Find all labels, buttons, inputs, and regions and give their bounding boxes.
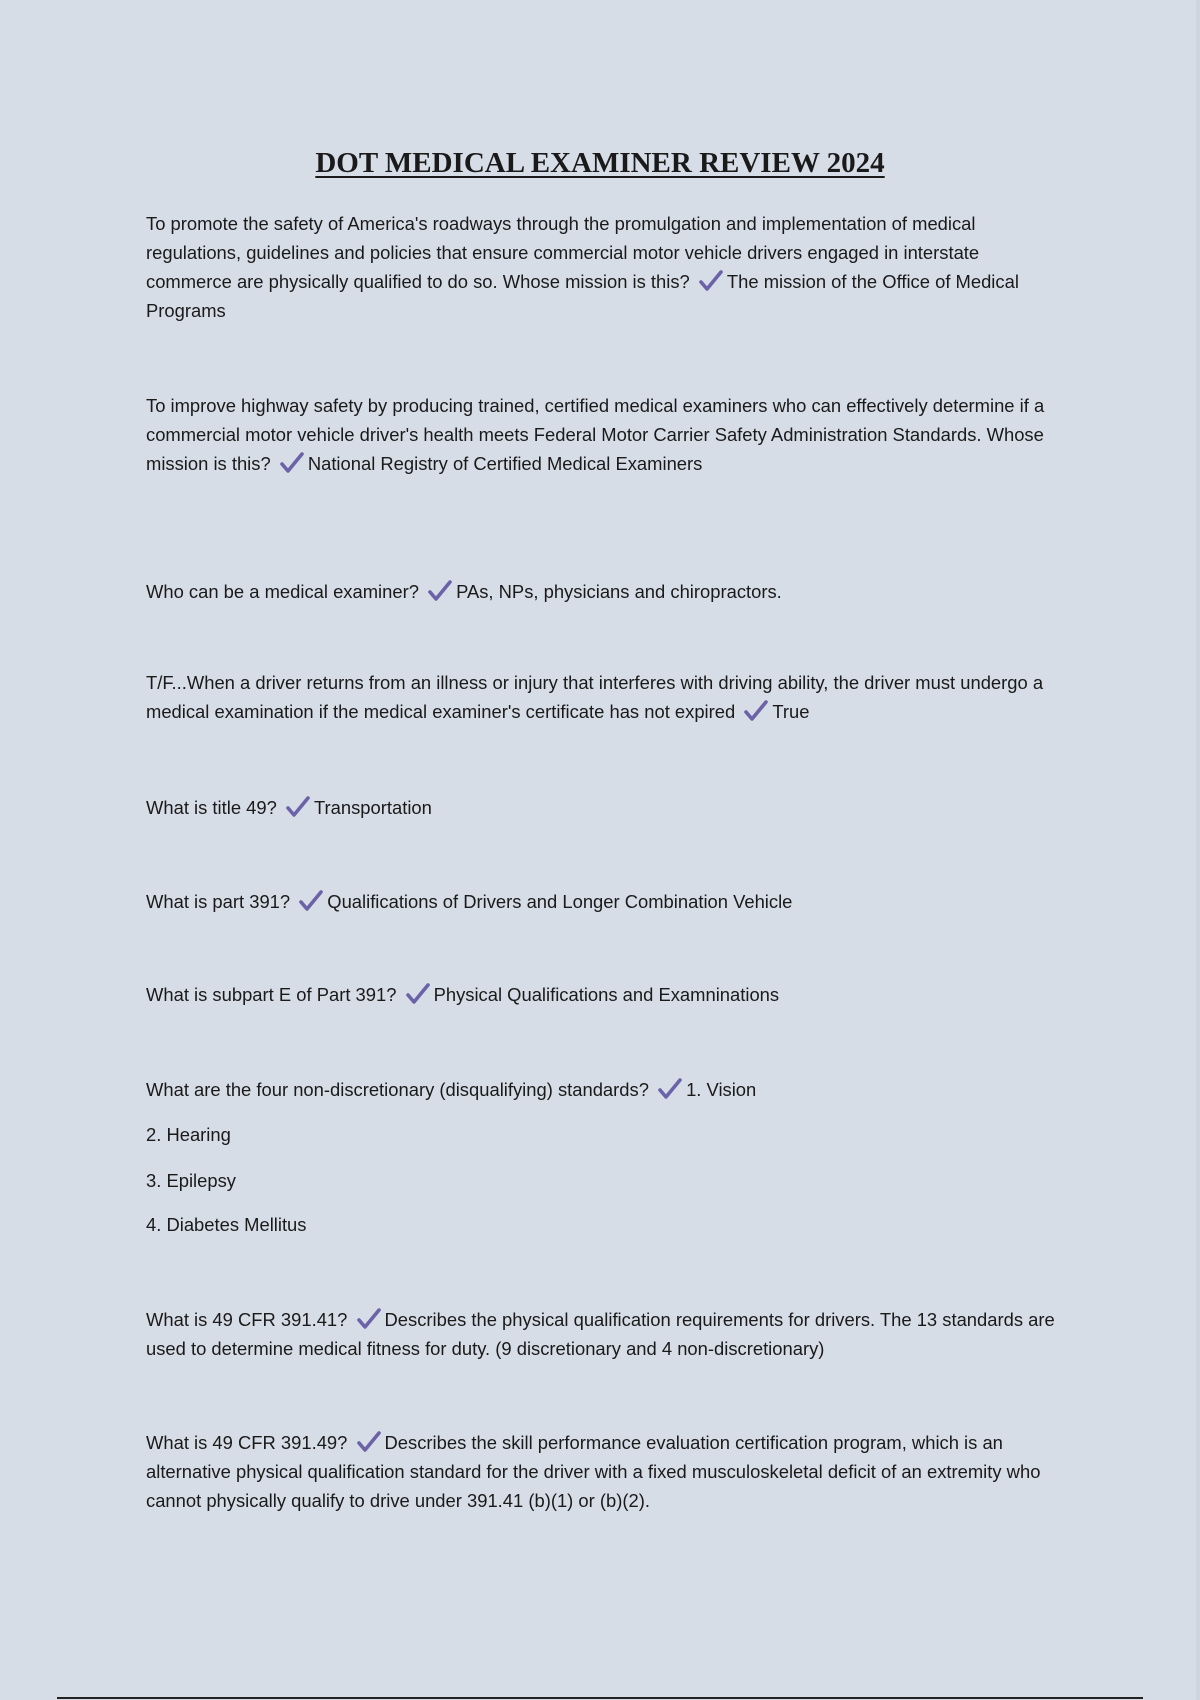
page-edge xyxy=(1196,0,1200,1700)
answer-text: Transportation xyxy=(313,797,432,818)
checkmark-icon xyxy=(699,270,723,292)
question-text: What is title 49? xyxy=(146,797,277,818)
answer-text: The mission of the Office of Medical Programs xyxy=(146,271,1019,321)
question-text: What is 49 CFR 391.49? xyxy=(146,1432,348,1453)
question-text: What is subpart E of Part 391? xyxy=(146,984,397,1005)
qa-item-6 xyxy=(146,887,1066,916)
checkmark-icon xyxy=(744,700,768,722)
qa-item-4 xyxy=(146,668,1066,726)
qa-item-9 xyxy=(146,1305,1066,1363)
answer-text: Describes the physical qualification requirements for drivers. The 13 standards are used to determine medical fitness for duty. (9 discretionary and 4 non-discretionary) xyxy=(146,1309,1055,1359)
qa-item-5 xyxy=(146,793,1066,822)
answer-text: PAs, NPs, physicians and chiropractors. xyxy=(456,581,782,602)
answer-text: Physical Qualifications and Examninations xyxy=(433,984,780,1005)
qa-item-10 xyxy=(146,1428,1066,1515)
document-title: DOT MEDICAL EXAMINER REVIEW 2024 xyxy=(315,147,885,179)
qa-item-7 xyxy=(146,980,1066,1009)
question-text: Who can be a medical examiner? xyxy=(146,581,419,602)
answer-text: 1. Vision xyxy=(686,1079,757,1100)
qa-item-1 xyxy=(146,209,1066,325)
answer-text: National Registry of Certified Medical Examiners xyxy=(307,453,703,474)
checkmark-icon xyxy=(299,890,323,912)
qa-item-2 xyxy=(146,391,1066,478)
qa-item-3 xyxy=(146,577,1066,606)
checkmark-icon xyxy=(286,796,310,818)
list-item: 4. Diabetes Mellitus xyxy=(146,1214,307,1235)
question-text: To improve highway safety by producing trained, certified medical examiners who can effectively determine if a commercial motor vehicle driver's health meets Federal Motor Carrier Safety Administration Standards. Whose mission is this? xyxy=(146,395,1045,474)
answer-text: Qualifications of Drivers and Longer Combination Vehicle xyxy=(327,891,793,912)
checkmark-icon xyxy=(357,1308,381,1330)
list-item: 3. Epilepsy xyxy=(146,1170,236,1191)
checkmark-icon xyxy=(357,1431,381,1453)
answer-text: Describes the skill performance evaluation certification program, which is an alternative physical qualification standard for the driver with a fixed musculoskeletal deficit of an extremity who cannot physically qualify to drive under 391.41 (b)(1) or (b)(2). xyxy=(146,1432,1041,1511)
list-item: 2. Hearing xyxy=(146,1124,231,1145)
question-text: T/F...When a driver returns from an illness or injury that interferes with driving ability, the driver must undergo a medical examination if the medical examiner's certificate has not expired xyxy=(146,672,1044,722)
checkmark-icon xyxy=(406,983,430,1005)
checkmark-icon xyxy=(658,1078,682,1100)
question-text: To promote the safety of America's roadways through the promulgation and implementation of medical regulations, guidelines and policies that ensure commercial motor vehicle drivers engaged in interstate commerce are physically qualified to do so. Whose mission is this? xyxy=(146,213,980,292)
question-text: What are the four non-discretionary (disqualifying) standards? xyxy=(146,1079,649,1100)
footer-divider xyxy=(57,1697,1143,1699)
answer-text: True xyxy=(772,701,810,722)
qa-item-8 xyxy=(146,1075,1066,1104)
checkmark-icon xyxy=(280,452,304,474)
question-text: What is 49 CFR 391.41? xyxy=(146,1309,348,1330)
checkmark-icon xyxy=(428,580,452,602)
question-text: What is part 391? xyxy=(146,891,291,912)
